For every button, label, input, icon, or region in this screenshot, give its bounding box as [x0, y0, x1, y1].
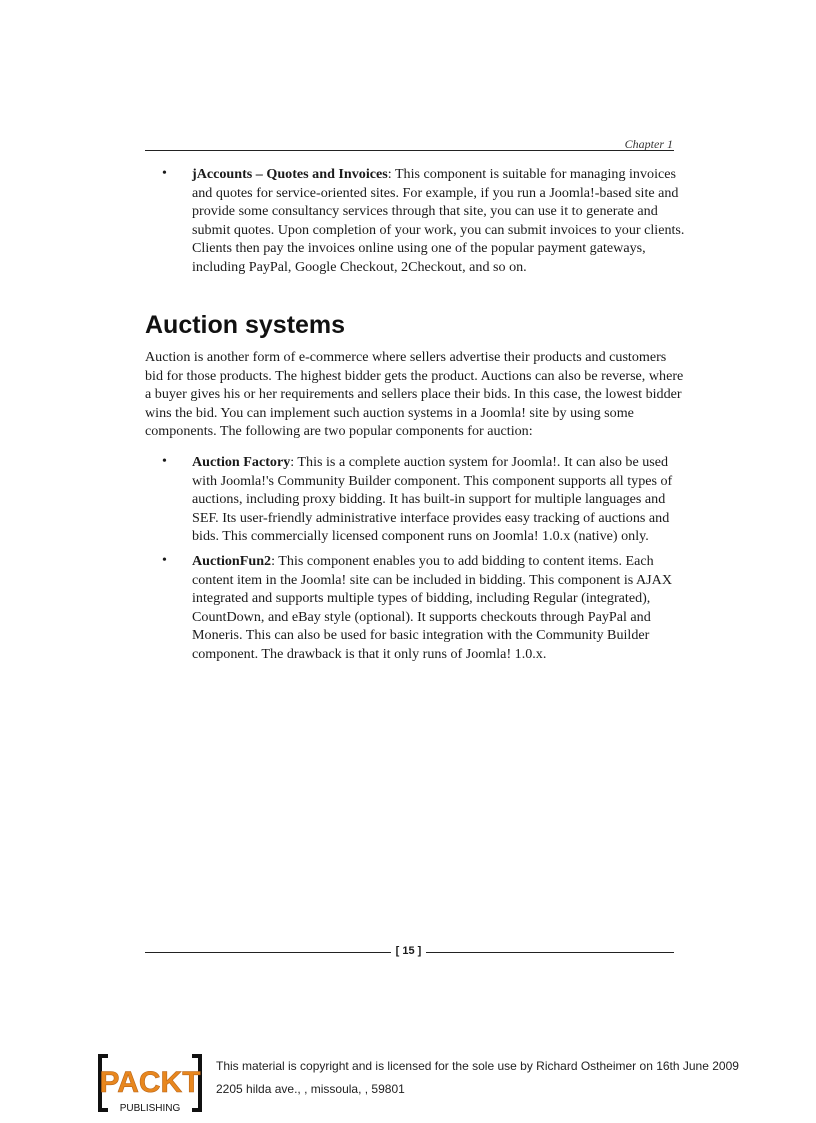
bullet-icon: •: [162, 166, 167, 181]
bullet-icon: •: [162, 454, 167, 469]
footer-rule-left: [145, 952, 391, 953]
list-item: [145, 453, 685, 546]
licensee-address: 2205 hilda ave., , missoula, , 59801: [216, 1082, 405, 1096]
header-rule: [145, 150, 674, 151]
copyright-notice: This material is copyright and is licensed for the sole use by Richard Ostheimer on 16th June 2009: [216, 1059, 739, 1073]
chapter-label: Chapter 1: [624, 137, 673, 151]
list-item: [145, 165, 685, 277]
page-number: [ 15 ]: [395, 945, 422, 957]
item-text: : This component enables you to add bidding to content items. Each content item in the Joomla! site can be included in bidding. This component is AJAX integrated and supports multiple types of bidding, including Regular (integrated), CountDown, and eBay style (optional). It supports checkouts through PayPal and Moneris. This can also be used for basic integration with the Community Builder component. The drawback is that it only runs of Joomla! 1.0.x.: [192, 552, 673, 662]
bullet-icon: •: [162, 552, 167, 568]
item-term: Auction Factory: [192, 454, 291, 470]
item-text: : This component is suitable for managing invoices and quotes for service-oriented sites. For example, if you run a Joomla!-based site and provide some consultancy services through that site, you can use it to generate and submit quotes. Upon completion of your work, you can submit invoices to your clients. Clients then pay the invoices online using one of the popular payment gateways, including PayPal, Google Checkout, 2Checkout, and so on.: [192, 166, 685, 275]
footer-rule-right: [426, 952, 674, 953]
section-heading: Auction systems: [145, 311, 346, 339]
body-paragraph: Auction is another form of e-commerce where sellers advertise their products and customers bid for those products. The highest bidder gets the product. Auctions can also be reverse, where a buyer gives his or her requirements and sellers place their bids. In this case, the lowest bidder wins the bid. You can implement such auction systems in a Joomla! site by using some components. The following are two popular components for auction:: [145, 349, 684, 440]
logo-subtitle: PUBLISHING: [119, 1103, 181, 1114]
component-list-auction: [145, 453, 685, 670]
item-text: : This is a complete auction system for Joomla!. It can also be used with Joomla!'s Community Builder component. This component supports all types of auctions, including proxy bidding. It has built-in support for multiple languages and SEF. Its user-friendly administrative interface provides easy tracking of auctions and bids. This commercially licensed component runs on Joomla! 1.0.x (native) only.: [192, 454, 673, 545]
logo-wordmark: PACKT: [99, 1066, 201, 1099]
list-item: [145, 552, 685, 664]
item-term: jAccounts – Quotes and Invoices: [192, 166, 388, 182]
item-term: AuctionFun2: [192, 552, 272, 569]
component-list-accounting: [145, 165, 685, 277]
packt-logo: [96, 1052, 204, 1114]
